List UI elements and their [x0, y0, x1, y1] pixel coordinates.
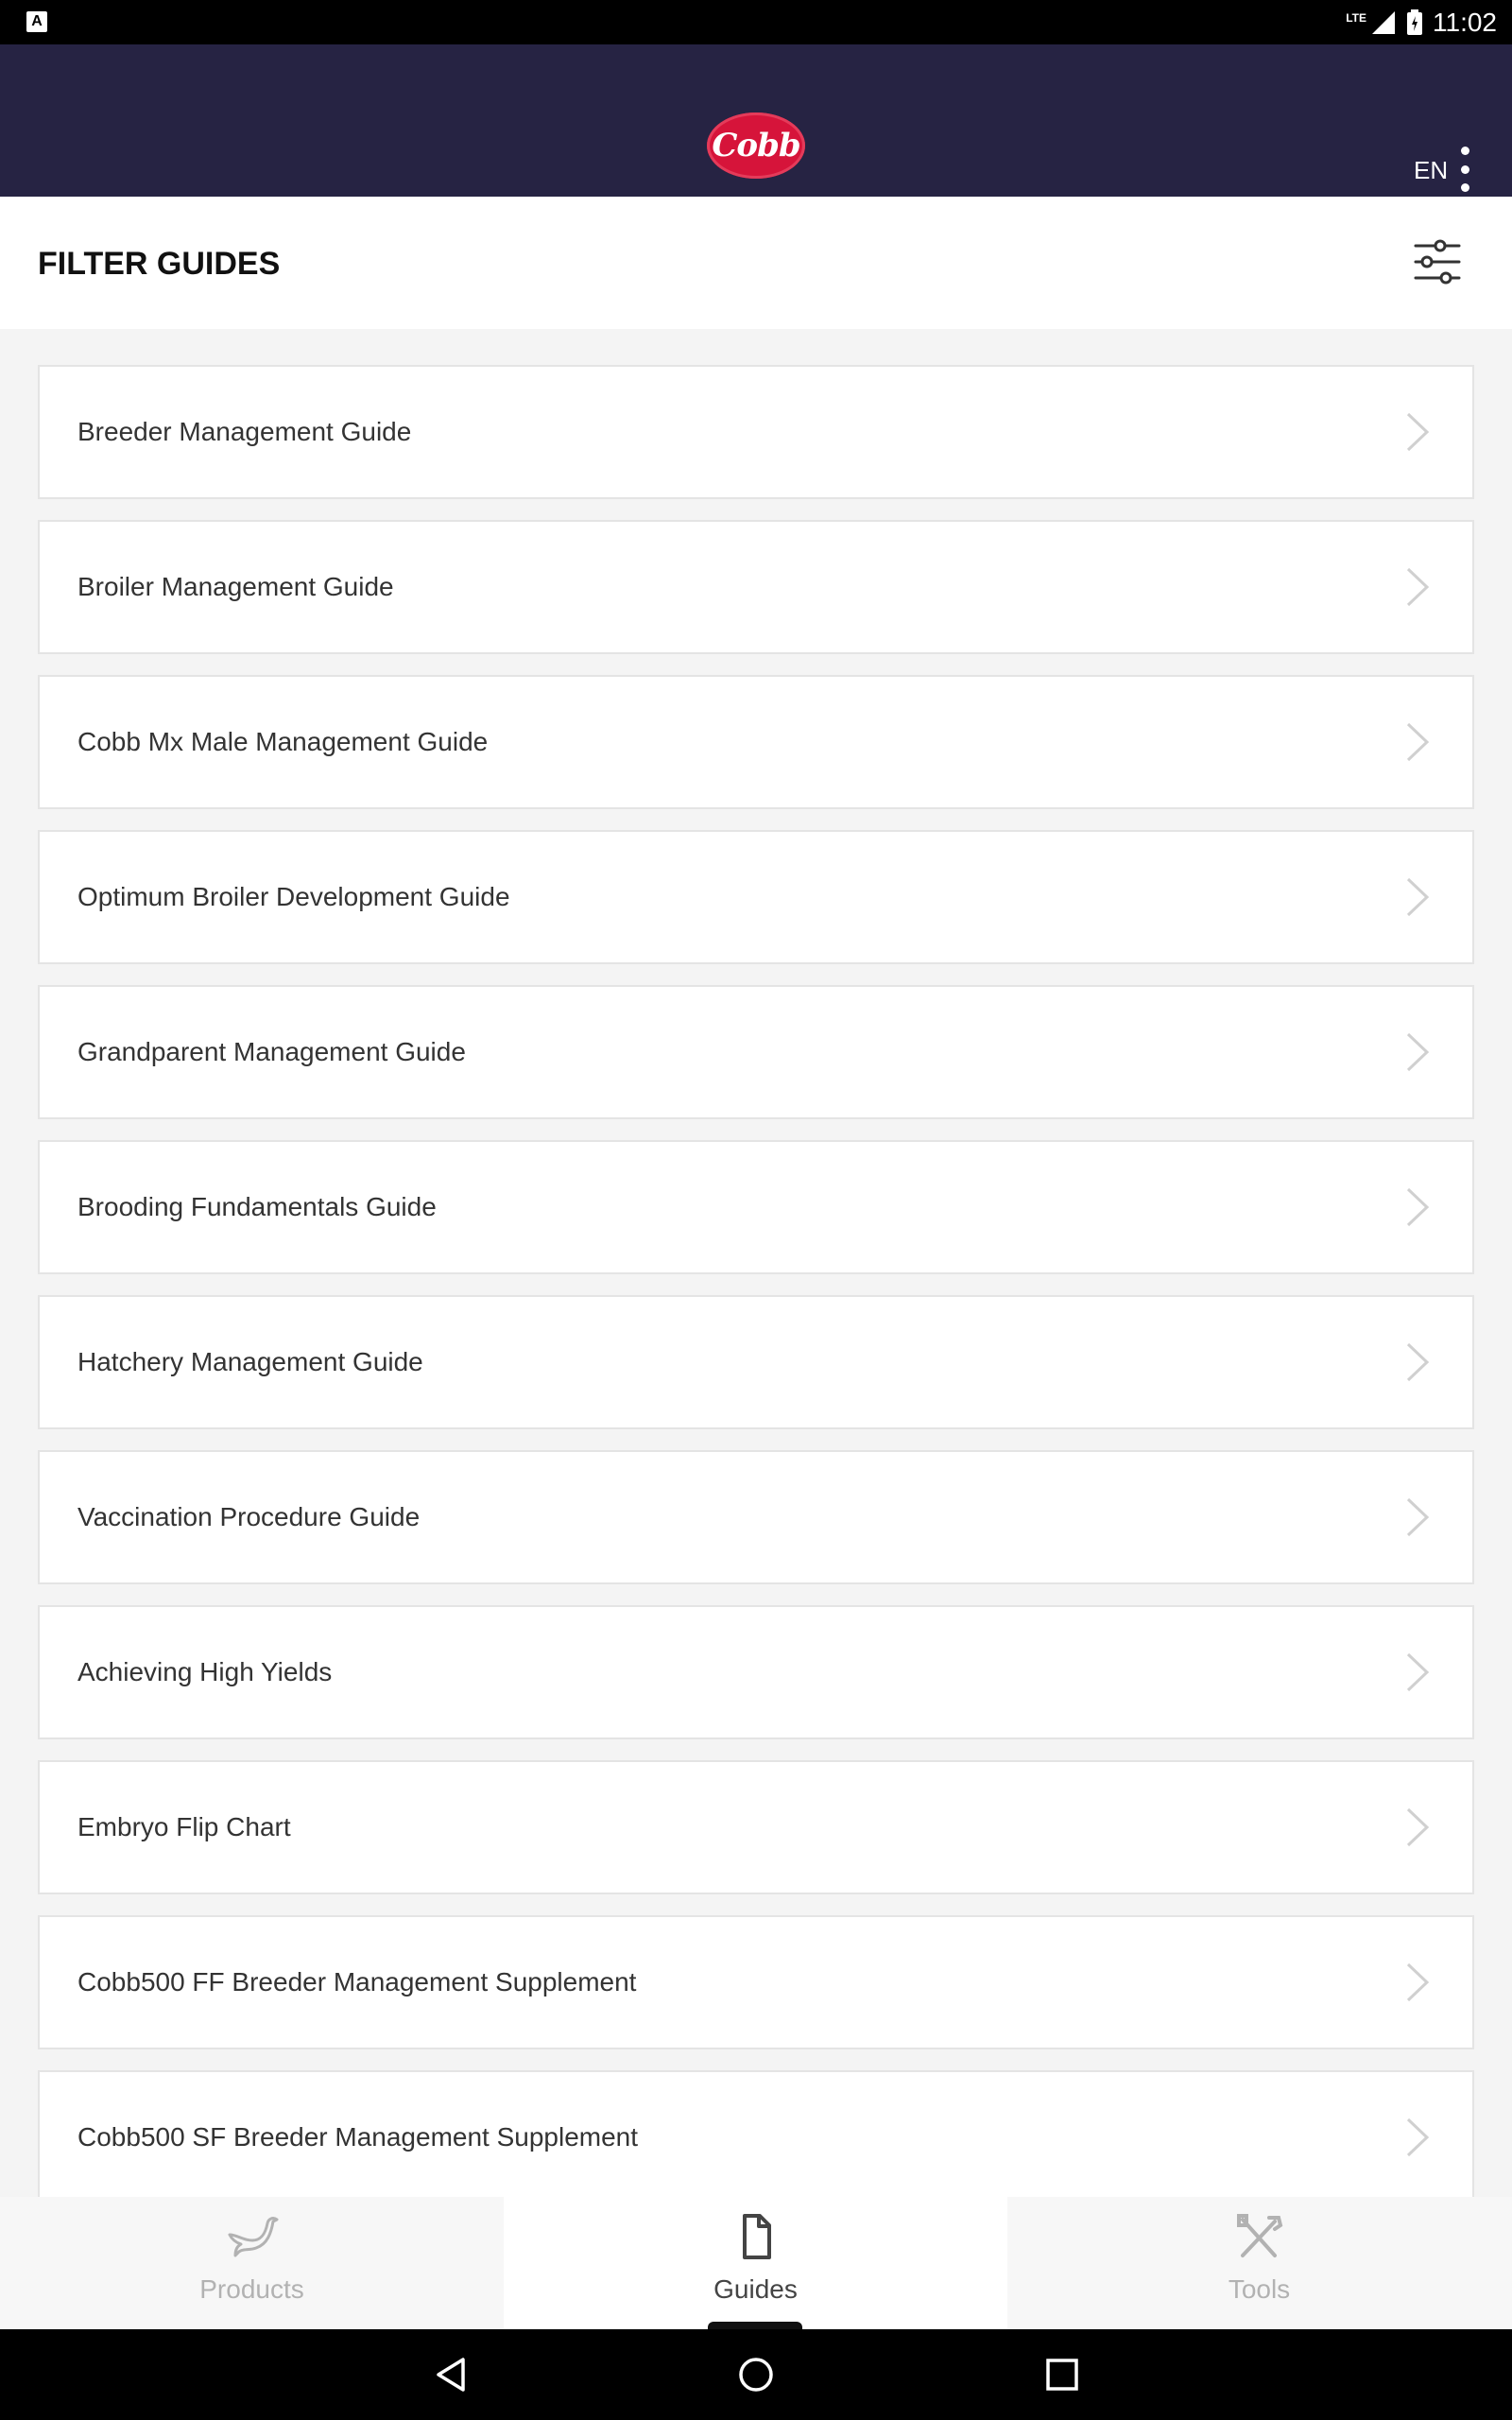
guide-item-cobb500-ff[interactable] — [38, 1915, 1474, 2049]
guide-label: Cobb500 FF Breeder Management Supplement — [77, 1967, 637, 1996]
guide-label: Achieving High Yields — [77, 1657, 333, 1686]
guide-item-achieving-high-yields[interactable] — [38, 1605, 1474, 1739]
back-icon[interactable] — [433, 2356, 471, 2394]
active-tab-indicator — [708, 2322, 802, 2329]
tools-icon — [1231, 2212, 1288, 2263]
clock: 11:02 — [1433, 7, 1497, 37]
notification-icon: A — [26, 11, 47, 32]
guide-label: Vaccination Procedure Guide — [77, 1502, 421, 1531]
home-icon[interactable] — [737, 2356, 775, 2394]
guide-item-breeder-management[interactable] — [38, 365, 1474, 499]
guide-item-cobb-mx-male[interactable] — [38, 675, 1474, 809]
filter-header — [0, 197, 1512, 329]
tab-label: Tools — [1228, 2274, 1291, 2304]
bottom-navigation — [0, 2197, 1512, 2329]
recents-icon[interactable] — [1043, 2356, 1081, 2394]
guide-item-hatchery-management[interactable] — [38, 1295, 1474, 1429]
guide-label: Embryo Flip Chart — [77, 1812, 291, 1841]
bird-icon — [224, 2212, 281, 2263]
guide-item-broiler-management[interactable] — [38, 520, 1474, 654]
page-title: FILTER GUIDES — [38, 246, 281, 282]
chevron-right-icon — [1404, 1806, 1431, 1849]
chevron-right-icon — [1404, 875, 1431, 919]
battery-icon — [1406, 9, 1423, 36]
guide-item-vaccination-procedure[interactable] — [38, 1450, 1474, 1584]
guide-label: Grandparent Management Guide — [77, 1037, 466, 1066]
network-type: LTE — [1346, 10, 1366, 25]
guide-label: Breeder Management Guide — [77, 417, 412, 446]
system-navigation-bar — [0, 2329, 1512, 2420]
app-bar — [0, 44, 1512, 197]
filter-sliders-icon[interactable] — [1412, 236, 1463, 287]
cobb-logo: Cobb — [707, 112, 805, 179]
chevron-right-icon — [1404, 1030, 1431, 1074]
guide-item-embryo-flip-chart[interactable] — [38, 1760, 1474, 1894]
guide-label: Brooding Fundamentals Guide — [77, 1192, 437, 1221]
tab-label: Products — [199, 2274, 304, 2304]
chevron-right-icon — [1404, 1495, 1431, 1539]
guide-label: Broiler Management Guide — [77, 572, 394, 601]
guide-item-brooding-fundamentals[interactable] — [38, 1140, 1474, 1274]
guide-item-optimum-broiler[interactable] — [38, 830, 1474, 964]
chevron-right-icon — [1404, 1185, 1431, 1229]
tab-products[interactable] — [0, 2197, 504, 2329]
status-right — [1346, 0, 1497, 44]
chevron-right-icon — [1404, 1961, 1431, 2004]
tab-label: Guides — [713, 2274, 798, 2304]
chevron-right-icon — [1404, 2116, 1431, 2159]
tab-tools[interactable] — [1007, 2197, 1511, 2329]
chevron-right-icon — [1404, 410, 1431, 454]
chevron-right-icon — [1404, 720, 1431, 764]
guide-label: Cobb500 SF Breeder Management Supplement — [77, 2122, 639, 2152]
chevron-right-icon — [1404, 1651, 1431, 1694]
status-bar — [0, 0, 1512, 44]
guide-label: Optimum Broiler Development Guide — [77, 882, 510, 911]
guide-label: Hatchery Management Guide — [77, 1347, 423, 1376]
chevron-right-icon — [1404, 565, 1431, 609]
more-vert-icon[interactable] — [1455, 147, 1474, 192]
guide-label: Cobb Mx Male Management Guide — [77, 727, 489, 756]
document-icon — [728, 2212, 784, 2263]
language-selector[interactable]: EN — [1414, 156, 1449, 184]
chevron-right-icon — [1404, 1340, 1431, 1384]
tab-guides[interactable] — [504, 2197, 1007, 2329]
signal-icon — [1370, 9, 1397, 36]
guide-item-cobb500-sf[interactable] — [38, 2070, 1474, 2204]
guide-item-grandparent-management[interactable] — [38, 985, 1474, 1119]
